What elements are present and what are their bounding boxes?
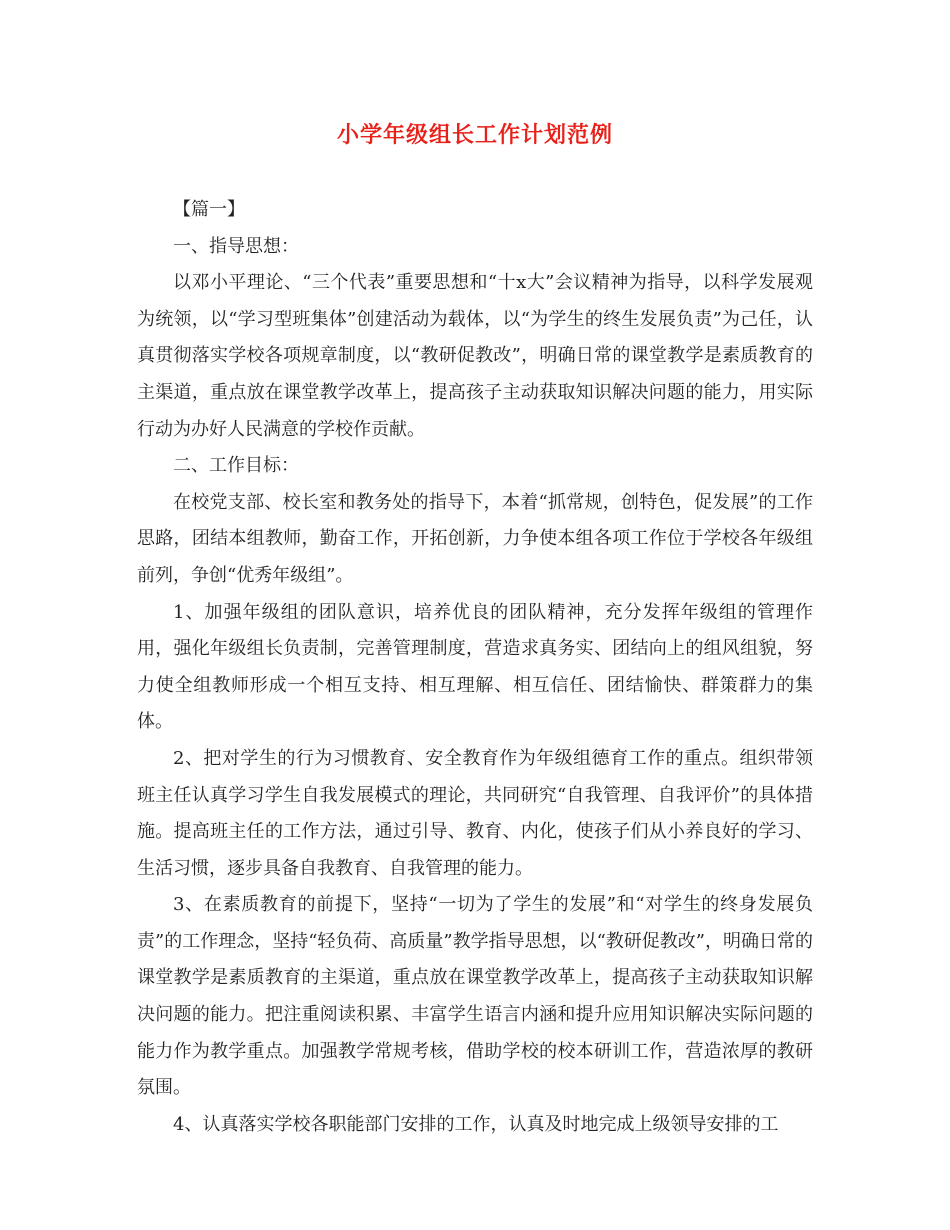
paragraph-item-1: 1、加强年级组的团队意识，培养优良的团队精神，充分发挥年级组的管理作用，强化年级组长负责制，完善管理制度，营造求真务实、团结向上的组风组貌，努力使全组教师形成一个相互支持、相互理解、相互信任、团结愉快、群策群力的集体。: [137, 601, 813, 733]
document-body: [137, 192, 813, 1143]
paragraph-item-4: 4、认真落实学校各职能部门安排的工作，认真及时地完成上级领导安排的工: [173, 1113, 779, 1135]
paragraph-guiding-ideology: 以邓小平理论、“三个代表”重要思想和“十x大”会议精神为指导，以科学发展观为统领，以“学习型班集体”创建活动为载体，以“为学生的终生发展负责”为己任，认真贯彻落实学校各项规章制度，以“教研促教改”，明确日常的课堂教学是素质教育的主渠道，重点放在课堂教学改革上，提高孩子主动获取知识解决问题的能力，用实际行动为办好人民满意的学校作贡献。: [137, 272, 813, 440]
heading-work-goals: 二、工作目标：: [173, 455, 299, 477]
paragraph-work-goals: 在校党支部、校长室和教务处的指导下，本着“抓常规，创特色，促发展”的工作思路，团结本组教师，勤奋工作，开拓创新，力争使本组各项工作位于学校各年级组前列，争创“优秀年级组”。: [137, 491, 813, 586]
section-heading: 【篇一】: [173, 199, 245, 220]
paragraph-item-2: 2、把对学生的行为习惯教育、安全教育作为年级组德育工作的重点。组织带领班主任认真学习学生自我发展模式的理论，共同研究“自我管理、自我评价”的具体措施。提高班主任的工作方法，通过引导、教育、内化，使孩子们从小养良好的学习、生活习惯，逐步具备自我教育、自我管理的能力。: [137, 747, 813, 879]
document-title: 小学年级组长工作计划范例: [336, 122, 613, 148]
paragraph-item-3: 3、在素质教育的前提下，坚持“一切为了学生的发展”和“对学生的终身发展负责”的工作理念，坚持“轻负荷、高质量”教学指导思想，以“教研促教改”，明确日常的课堂教学是素质教育的主渠道，重点放在课堂教学改革上，提高孩子主动获取知识解决问题的能力。把注重阅读积累、丰富学生语言内涵和提升应用知识解决实际问题的能力作为教学重点。加强教学常规考核，借助学校的校本研训工作，营造浓厚的教研氛围。: [137, 894, 814, 1099]
heading-guiding-ideology: 一、指导思想：: [173, 235, 299, 257]
